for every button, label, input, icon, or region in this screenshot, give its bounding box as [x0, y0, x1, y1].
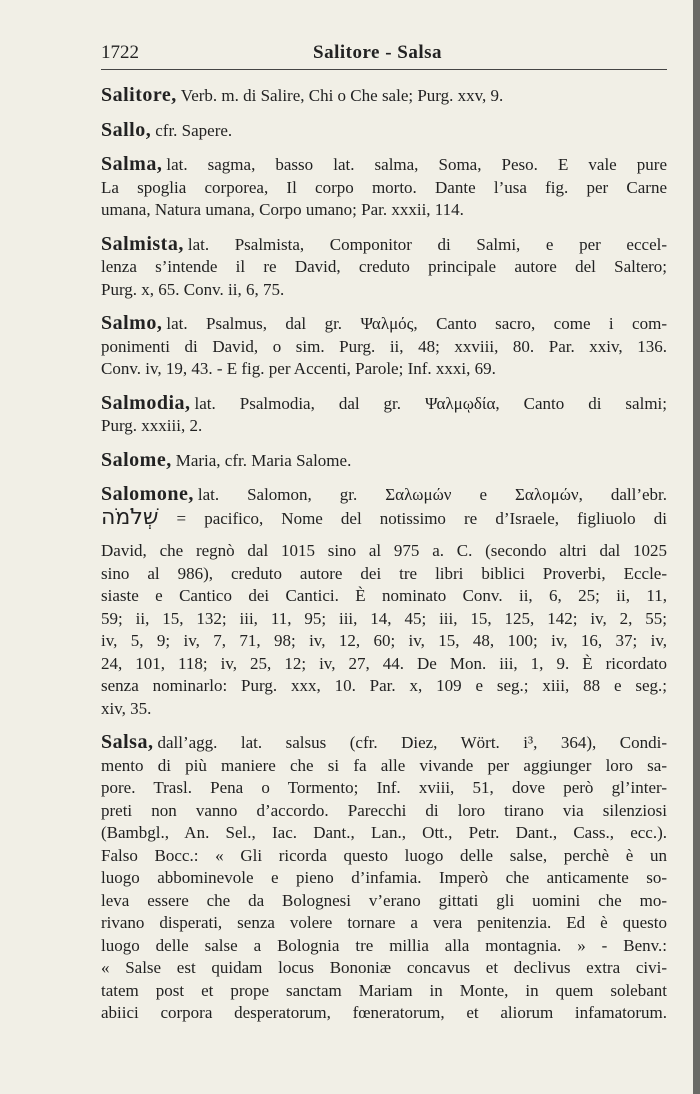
entry-text: (Bambgl., An. Sel., Iac. Dant., Lan., Ott., Petr. Dant., Cass., ecc.).: [101, 823, 667, 842]
entry-text: « Salse est quidam locus Bononiæ concavus et declivus extra civi-: [101, 958, 667, 977]
entry-text: rivano disperati, senza volere tornare a vera penitenzia. Ed è questo: [101, 913, 667, 932]
lemma: Salsa,: [101, 731, 154, 753]
entry-salmodia: [101, 392, 667, 438]
lemma: Salomone,: [101, 483, 194, 505]
entry-salome: [101, 449, 667, 473]
entry-text: cfr. Sapere.: [155, 120, 233, 140]
entry-text: dall’agg. lat. salsus (cfr. Diez, Wört. i³, 364), Condi-: [157, 733, 667, 752]
entry-text: xiv, 35.: [101, 698, 152, 718]
entry-text: siaste e Cantico dei Cantici. È nominato Conv. ii, 6, 25; ii, 11,: [101, 586, 667, 605]
entry-text: Falso Bocc.: « Gli ricorda questo luogo delle salse, perchè è un: [101, 845, 667, 865]
entry-text: Purg. x, 65. Conv. ii, 6, 75.: [101, 279, 285, 299]
page-number: 1722: [101, 42, 139, 63]
page-edge: [693, 0, 700, 1094]
entry-text: Verb. m. di Salire, Chi o Che sale; Purg. xxv, 9.: [180, 86, 504, 105]
entry-text: luogo delle salse a Bolognia tre millia alla montagnia. » - Benv.:: [101, 935, 667, 955]
entry-salitore: [101, 84, 667, 108]
entry-text: abiici corpora desperatorum, fœneratorum, et aliorum infamatorum.: [101, 1003, 667, 1022]
entry-text: lat. Psalmodia, dal gr. Ψαλμῳδία, Canto di salmi;: [194, 393, 667, 413]
entry-text: La spoglia corporea, Il corpo morto. Dante l’usa fig. per Carne: [101, 177, 667, 197]
entry-text: Maria, cfr. Maria Salome.: [175, 450, 352, 470]
running-title: Salitore - Salsa: [313, 42, 443, 63]
entry-text: leva essere che da Bolognesi v’erano gittati gli uomini che mo-: [101, 890, 667, 910]
entry-text: lat. Psalmista, Componitor di Salmi, e per eccel-: [187, 234, 667, 254]
entry-text: tatem post et prope sanctam Mariam in Monte, in quem solebant: [101, 980, 667, 1000]
entry-text: mento di più maniere che si fa alle vivande per aggiunger loro sa-: [101, 755, 667, 775]
entry-salmo: [101, 312, 667, 381]
entry-text: lenza s’intende il re David, creduto principale autore del Saltero;: [101, 257, 667, 276]
entry-text: luogo abbominevole e pieno d’infamia. Imperò che anticamente so-: [101, 868, 667, 887]
lemma: Salome,: [101, 448, 172, 471]
lemma: Salmodia,: [101, 391, 191, 414]
entry-text: pore. Trasl. Pena o Tormento; Inf. xviii, 51, dove però gl’inter-: [101, 778, 667, 797]
entry-salsa: [101, 731, 667, 1025]
lemma: Salmista,: [101, 232, 184, 255]
entries: [101, 84, 667, 1036]
entry-salomone: [101, 483, 667, 720]
entry-text: umana, Natura umana, Corpo umano; Par. xxxii, 114.: [101, 200, 464, 219]
entry-text: lat. Salomon, gr. Σαλωμών e Σαλομών, dall’ebr.: [197, 485, 667, 504]
entry-salmista: [101, 233, 667, 302]
entry-text: David, che regnò dal 1015 sino al 975 a. C. (secondo altri dal 1025: [101, 541, 667, 560]
hebrew-word: שְׁלֹמֹה: [101, 504, 159, 530]
entry-text: lat. sagma, basso lat. salma, Soma, Peso. E vale pure: [166, 155, 667, 174]
entry-text: lat. Psalmus, dal gr. Ψαλμός, Canto sacro, come i com-: [166, 314, 667, 333]
entry-text: preti non vanno d’accordo. Parecchi di loro tirano via silenziosi: [101, 800, 667, 820]
entry-text: iv, 5, 9; iv, 7, 71, 98; iv, 12, 60; iv, 15, 48, 100; iv, 16, 37; iv,: [101, 631, 667, 650]
entry-salma: [101, 153, 667, 222]
lemma: Salmo,: [101, 312, 163, 334]
running-header: [101, 38, 667, 68]
entry-text: 59; ii, 15, 132; iii, 11, 95; iii, 14, 45; iii, 15, 125, 142; iv, 2, 55;: [101, 608, 667, 628]
lemma: Salma,: [101, 153, 163, 175]
entry-text: senza nominarlo: Purg. xxx, 10. Par. x, 109 e seg.; xiii, 88 e seg.;: [101, 676, 667, 695]
spacer: [101, 530, 667, 540]
lemma: Salitore,: [101, 84, 177, 106]
entry-text: = pacifico, Nome del notissimo re d’Israele, figliuolo di: [176, 508, 668, 528]
lemma: Sallo,: [101, 118, 152, 141]
header-rule: [101, 69, 667, 70]
entry-sallo: [101, 119, 667, 143]
entry-text: Purg. xxxiii, 2.: [101, 416, 203, 435]
entry-text: sino al 986), creduto autore dei tre libri biblici Proverbi, Eccle-: [101, 563, 667, 583]
entry-text: 24, 101, 118; iv, 25, 12; iv, 27, 44. De Mon. iii, 1, 9. È ricordato: [101, 653, 667, 673]
entry-text: Conv. iv, 19, 43. - E fig. per Accenti, Parole; Inf. xxxi, 69.: [101, 359, 496, 378]
entry-text: ponimenti di David, o sim. Purg. ii, 48; xxviii, 80. Par. xxiv, 136.: [101, 336, 667, 356]
